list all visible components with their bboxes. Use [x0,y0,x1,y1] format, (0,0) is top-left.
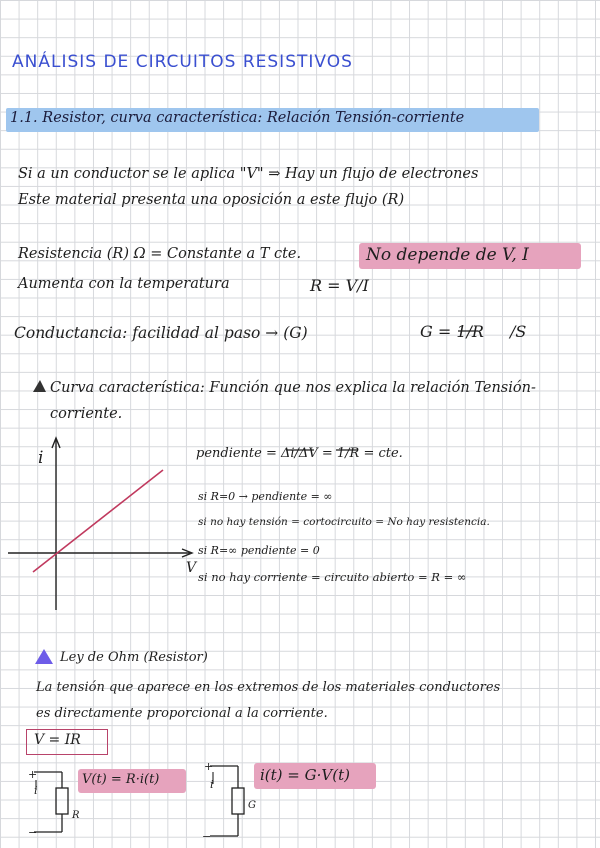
characteristic-line [33,470,163,572]
curve-line-1: Curva característica: Función que nos explica la relación Tensión- [50,380,536,396]
ohm-formula: V = IR [34,732,81,748]
conductance-formula: G = 1/R [420,322,484,341]
ohm-heading: Ley de Ohm (Resistor) [60,650,208,665]
current-label-2: i [210,778,214,791]
section-title: Resistor, curva característica: Relación Tensión-corriente [42,110,465,126]
minus-sign-1: − [28,826,38,839]
intro-line-2: Este material presenta una oposición a este flujo (R) [18,192,405,208]
intro-line-1: Si a un conductor se le aplica "V" ⇒ Hay un flujo de electrones [18,166,479,182]
resistance-line-2: Aumenta con la temperatura [18,276,230,292]
page-title: ANÁLISIS DE CIRCUITOS RESISTIVOS [12,52,353,72]
axis-v-label: V [186,560,197,576]
resistor-label-r: R [72,810,80,821]
axis-i-label: i [38,448,44,468]
resistance-formula: R = V/I [310,276,369,295]
resistance-line-1: Resistencia (R) Ω = Constante a T cte. [18,246,302,262]
pendiente-eq: pendiente = Δi/ΔV = 1/R = cte. [196,446,403,461]
ohm-line-1: La tensión que aparece en los extremos de los materiales conductores [36,680,501,695]
note-3: si R=∞ pendiente = 0 [198,544,320,557]
ohm-line-2: es directamente proporcional a la corriente. [36,706,328,721]
note-4: si no hay corriente = circuito abierto = R = ∞ [198,570,467,584]
note-1: si R=0 → pendiente = ∞ [198,490,333,503]
resistance-highlight-text: No depende de V, I [366,245,529,265]
note-2: si no hay tensión = cortocircuito = No hay resistencia. [198,516,490,528]
bullet-triangle-icon [33,380,46,392]
resistor-label-g: G [248,800,256,811]
resistor-symbol-1 [56,788,68,814]
current-label-1: i [34,784,38,797]
ohm-eq-2: i(t) = G·V(t) [260,766,350,784]
ohm-eq-1: V(t) = R·i(t) [82,772,160,787]
plus-sign-2: + [204,760,214,773]
plus-sign-1: + [28,768,38,781]
conductance-unit: /S [510,322,527,341]
conductance-text: Conductancia: facilidad al paso → (G) [14,324,308,342]
curve-line-2: corriente. [50,406,123,422]
minus-sign-2: − [202,830,212,843]
resistor-symbol-2 [232,788,244,814]
section-number: 1.1. [10,110,38,126]
ohm-bullet-icon [35,649,53,664]
